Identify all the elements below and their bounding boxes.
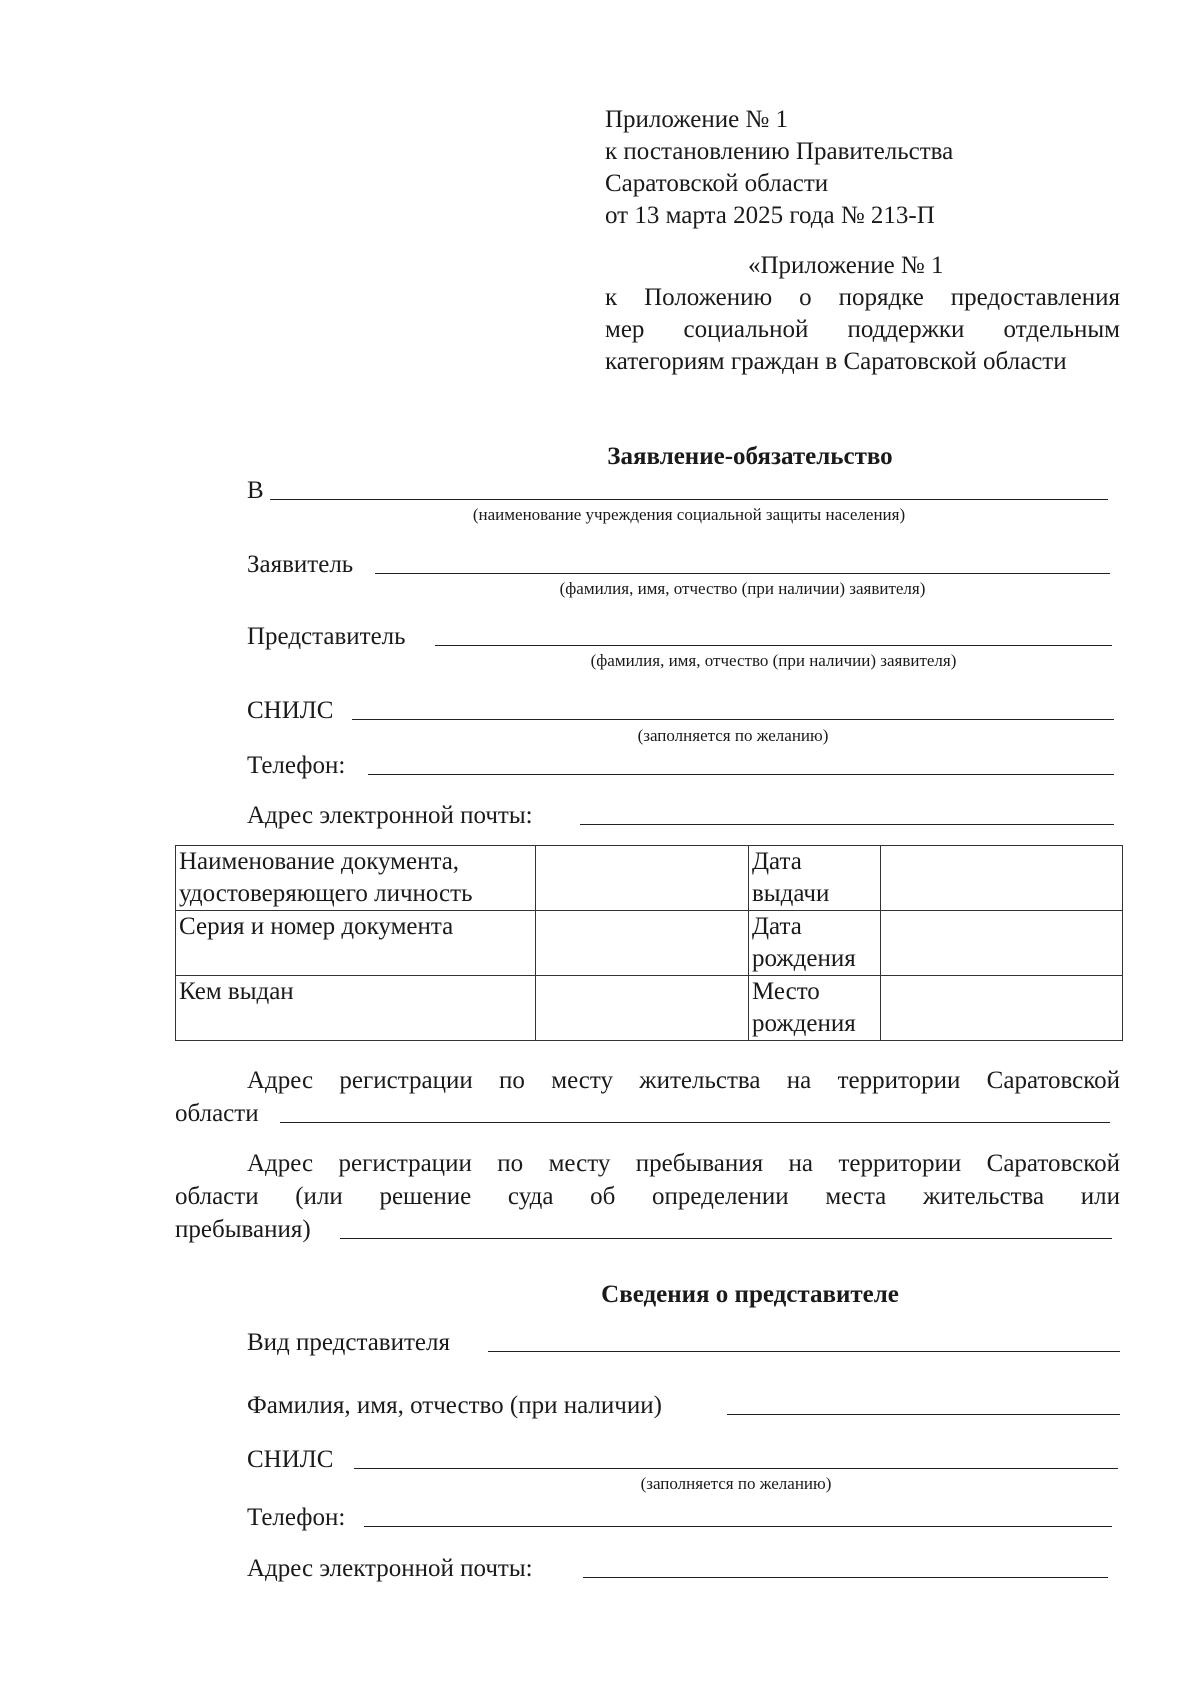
table-row [176,846,1123,911]
snils-label: СНИЛС [247,697,334,724]
applicant-line[interactable] [375,573,1110,574]
rep-type-line[interactable] [488,1351,1120,1352]
doc-name-label: Наименование документа, удостоверяющего личность [176,846,536,911]
issued-by-label: Кем выдан [176,976,536,1041]
stay-address-line[interactable] [340,1238,1112,1239]
document-title: Заявление-обязательство [607,443,893,470]
email-label: Адрес электронной почты: [247,802,533,829]
phone-label: Телефон: [247,752,346,779]
appendix-line-4: от 13 марта 2025 года № 213-П [605,202,935,229]
snils-hint: (заполняется по желанию) [637,726,829,745]
representative-hint: (фамилия, имя, отчество (при наличии) заявителя) [590,651,957,670]
birth-place-value[interactable] [881,976,1123,1041]
representative-section-title: Сведения о представителе [601,1281,899,1308]
issue-date-value[interactable] [881,846,1123,911]
table-row [176,911,1123,976]
stay-address-text-3: пребывания) [175,1216,311,1243]
applicant-hint: (фамилия, имя, отчество (при наличии) заявителя) [559,579,926,598]
institution-label: В [247,477,264,504]
email-line[interactable] [580,824,1114,825]
institution-hint: (наименование учреждения социальной защиты населения) [472,505,906,524]
birth-date-value[interactable] [881,911,1123,976]
birth-place-label: Место рождения [749,976,881,1041]
doc-name-value[interactable] [536,846,749,911]
appendix-line-3: Саратовской области [605,170,829,197]
rep-name-label: Фамилия, имя, отчество (при наличии) [247,1392,662,1419]
rep-snils-line[interactable] [354,1468,1118,1469]
rep-snils-label: СНИЛС [247,1446,334,1473]
issued-by-value[interactable] [536,976,749,1041]
quote-line-3: категориям граждан в Саратовской области [605,348,1067,375]
residence-address-text-2: области [175,1100,259,1127]
rep-snils-hint: (заполняется по желанию) [640,1474,832,1493]
issue-date-label: Дата выдачи [749,846,881,911]
snils-line[interactable] [352,719,1114,720]
rep-type-label: Вид представителя [247,1329,450,1356]
applicant-label: Заявитель [247,551,354,578]
stay-address-text-2: области (или решение суда об определении места жительства или [175,1183,1120,1210]
rep-phone-line[interactable] [364,1526,1112,1527]
quote-line-2: мер социальной поддержки отдельным [605,316,1120,343]
appendix-line-1: Приложение № 1 [605,106,789,133]
appendix-line-2: к постановлению Правительства [605,138,954,165]
representative-label: Представитель [247,623,406,650]
quote-appendix-title: «Приложение № 1 [748,252,944,279]
representative-line[interactable] [435,645,1112,646]
doc-number-value[interactable] [536,911,749,976]
quote-line-1: к Положению о порядке предоставления [605,284,1120,311]
table-row [176,976,1123,1041]
phone-line[interactable] [368,774,1114,775]
institution-line[interactable] [270,499,1108,500]
rep-phone-label: Телефон: [247,1504,346,1531]
stay-address-text: Адрес регистрации по месту пребывания на территории Саратовской [247,1150,1120,1177]
rep-email-label: Адрес электронной почты: [247,1555,533,1582]
identity-document-table [175,845,1123,1041]
residence-address-text: Адрес регистрации по месту жительства на территории Саратовской [247,1067,1120,1094]
birth-date-label: Дата рождения [749,911,881,976]
rep-name-line[interactable] [727,1414,1120,1415]
residence-address-line[interactable] [280,1122,1110,1123]
doc-number-label: Серия и номер документа [176,911,536,976]
rep-email-line[interactable] [583,1577,1108,1578]
